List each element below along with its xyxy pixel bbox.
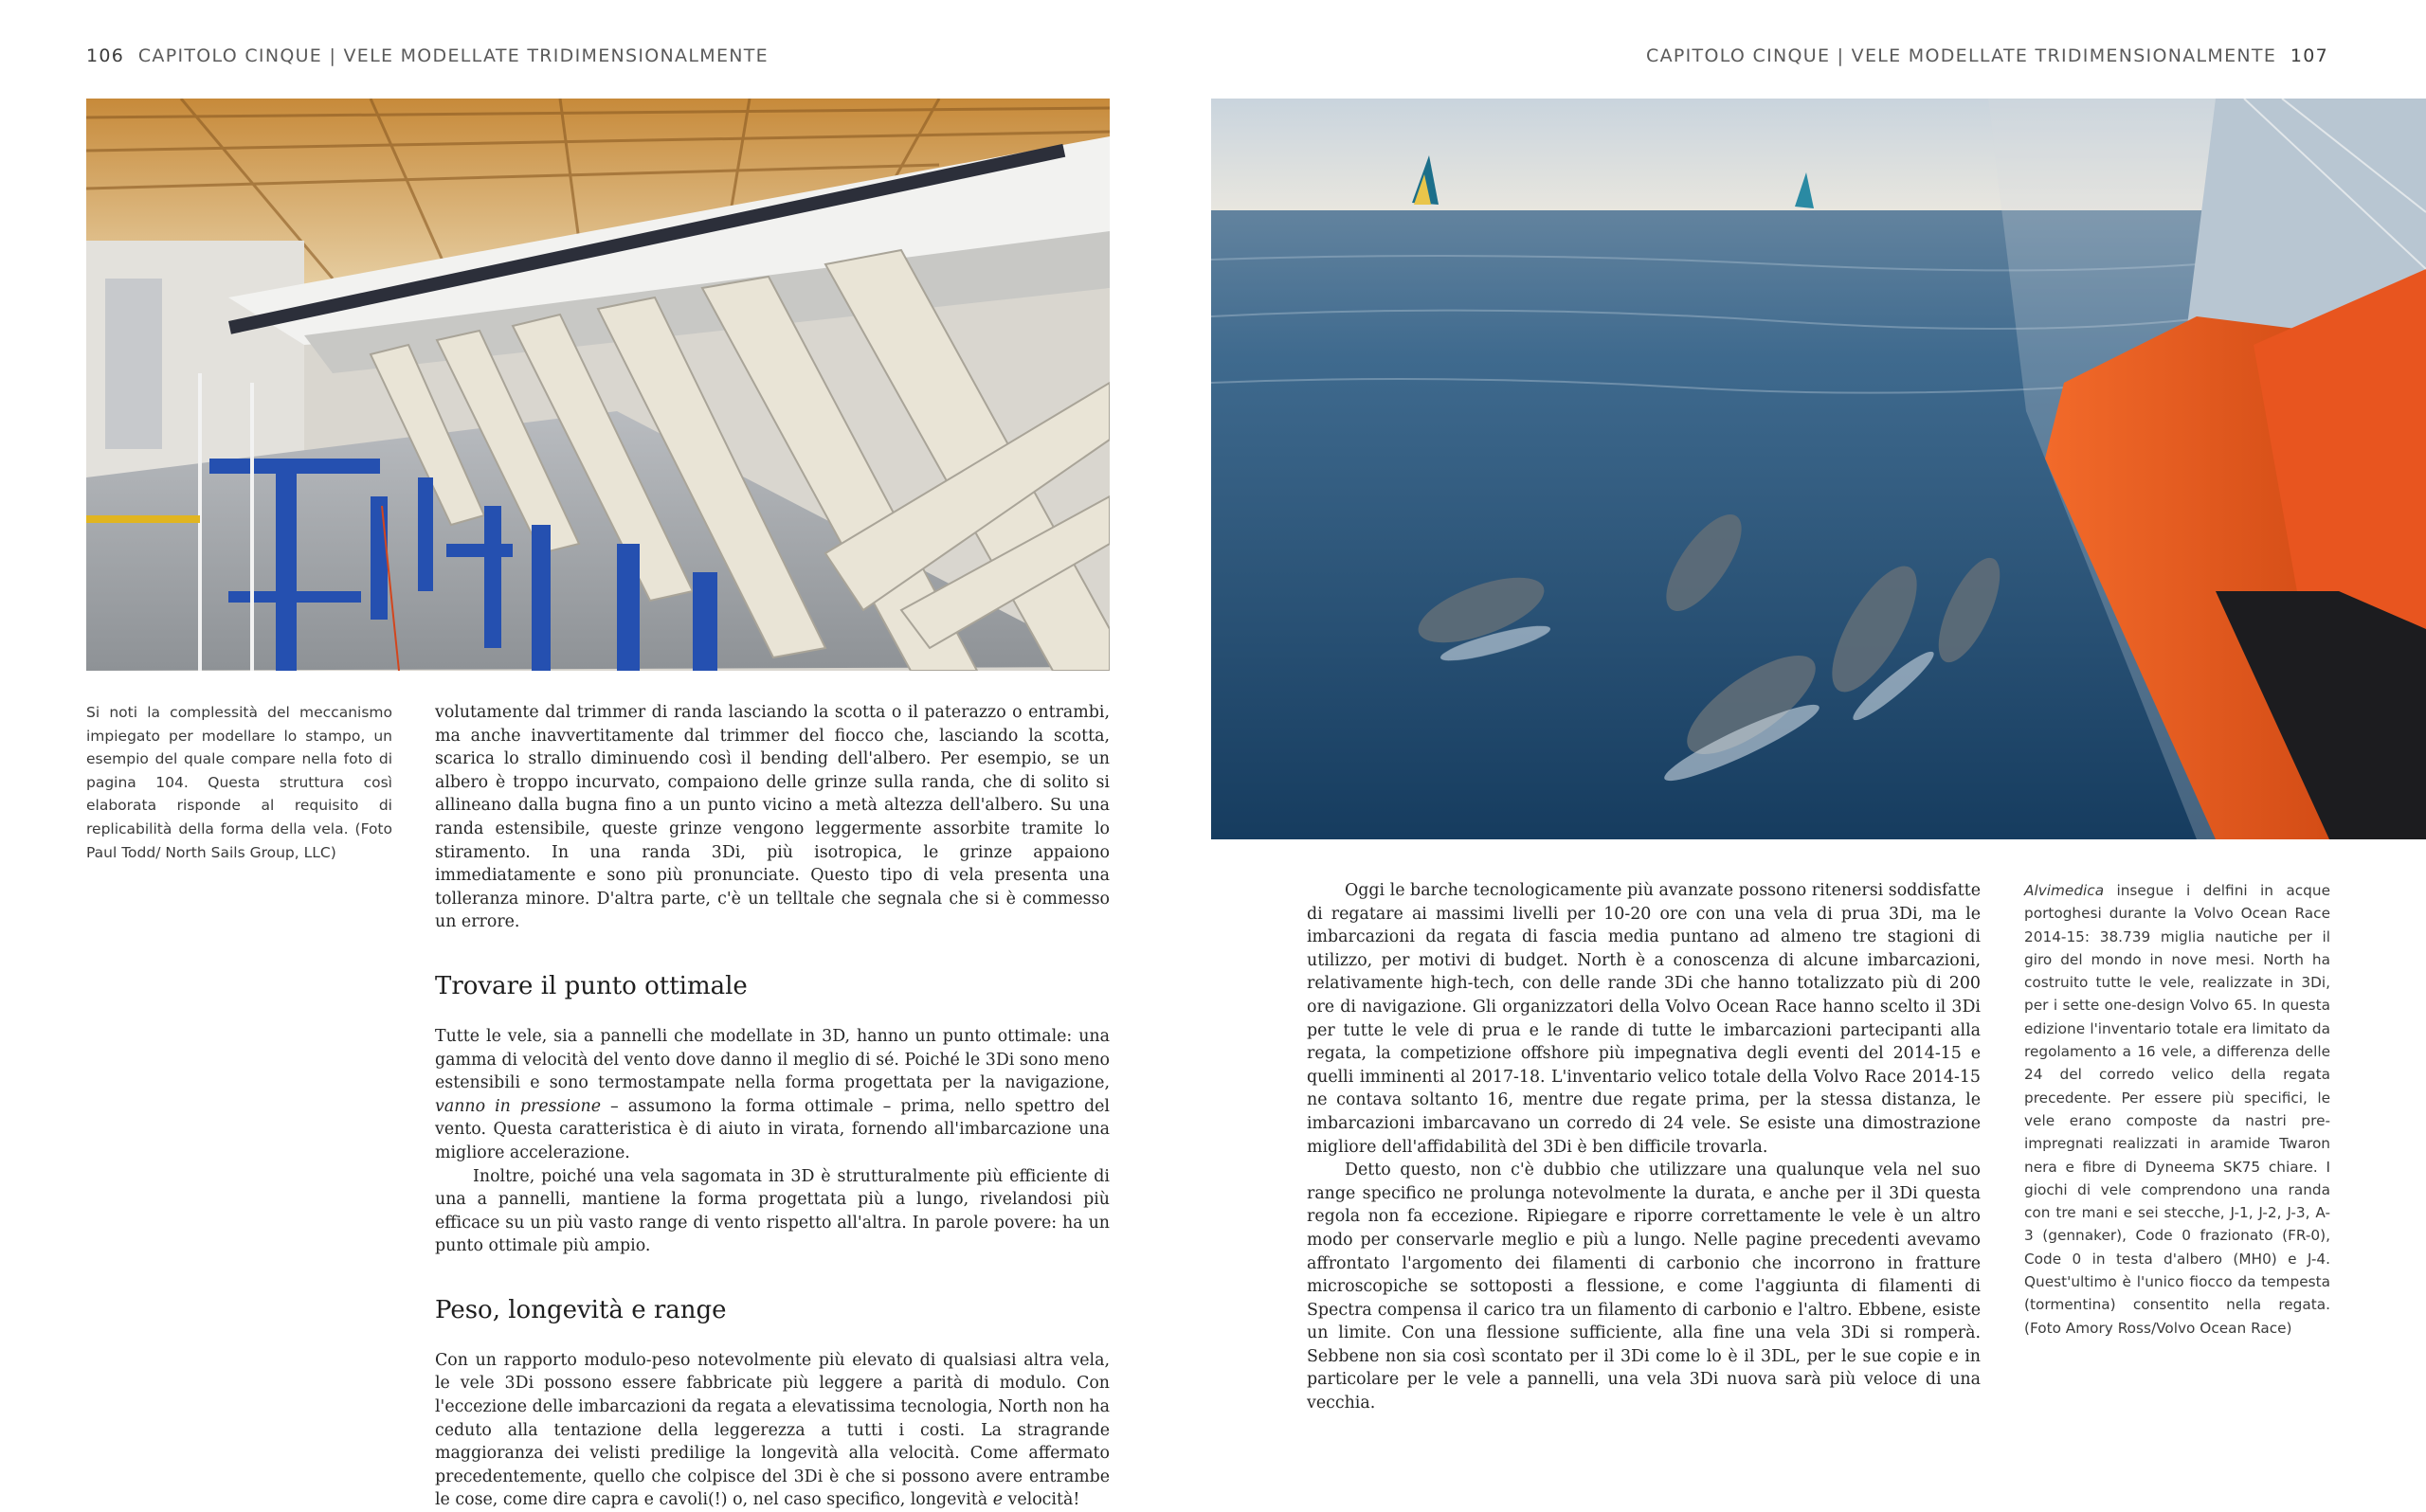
section1-paragraph-1: Tutte le vele, sia a pannelli che modellate in 3D, hanno un punto ottimale: una gamma di velocità del vento dove danno il meglio di sé. Poiché le 3Di sono meno estensibili e sono termostampate nella forma progettata per la navigazione, vanno in pressione – assumono la forma ottimale – prima, nello spettro del vento. Questa caratteristica è di aiuto in virata, fornendo all'imbarcazione una migliore accelerazione.: [435, 1026, 1110, 1162]
section-heading-trovare: Trovare il punto ottimale: [435, 971, 748, 1000]
right-photo-caption: Alvimedica insegue i delfini in acque portoghesi durante la Volvo Ocean Race 2014-15: 38.739 miglia nautiche per il giro del mondo in nove mesi. North ha costruito tutte le vele, realizzate in 3Di, per i sette one-design Volvo 65. In questa edizione l'inventario totale era limitato da regolamento a 16 vele, a differenza delle 24 del corredo velico della regata precedente. Per essere più specifici, le vele erano composte da nastri pre-impregnati realizzati in aramide Twaron nera e fibre di Dyneema SK75 chiare. I giochi di vele comprendono una randa con tre mani e sei stecche, J-1, J-2, J-3, A-3 (gennaker), Code 0 frazionato (FR-0), Code 0 in testa d'albero (MH0) e J-4. Quest'ultimo è l'unico fiocco da tempesta (tormentina) consentito nella regata. (Foto Amory Ross/Volvo Ocean Race): [2024, 882, 2330, 1337]
left-body-column: [435, 701, 1110, 1512]
dolphins-sea-photo: [1211, 99, 2426, 839]
left-page-number: 106: [86, 45, 125, 66]
right-running-head: [1646, 45, 2328, 66]
right-paragraph-1: Oggi le barche tecnologicamente più avanzate possono ritenersi soddisfatte di regatare ai massimi livelli per 10-20 ore con una vela di prua 3Di, ma le imbarcazioni da regata di fascia media puntano ad almeno tre stagioni di utilizzo, per motivi di budget. North è a conoscenza di alcune imbarcazioni, relativamente high-tech, con delle rande 3Di che hanno totalizzato più di 200 ore di navigazione. Gli organizzatori della Volvo Ocean Race hanno scelto il 3Di per tutte le vele di prua e le rande di tutte le imbarcazioni partecipanti alla regata, la competizione offshore più impegnativa degli eventi del 2014-15 e quelli imminenti al 2017-18. L'inventario velico totale della Volvo Race 2014-15 ne contava soltanto 16, mentre due regate prima, per la stessa distanza, le imbarcazioni imbarcavano un corredo di 24 vele. Se esiste una dimostrazione migliore dell'affidabilità del 3Di è ben difficile trovarla.: [1307, 881, 1981, 1157]
section1-paragraph-2: Inoltre, poiché una vela sagomata in 3D è strutturalmente più efficiente di una a pannelli, mantiene la forma progettata più a lungo, rivelandosi più efficace su un più vasto range di vento rispetto all'altra. In parole povere: ha un punto ottimale più ampio.: [435, 1166, 1110, 1256]
right-page-number: 107: [2290, 45, 2328, 66]
left-chapter-title: CAPITOLO CINQUE | VELE MODELLATE TRIDIMENSIONALMENTE: [137, 45, 769, 66]
section-heading-peso: Peso, longevità e range: [435, 1295, 727, 1324]
section2-paragraph-1: Con un rapporto modulo-peso notevolmente più elevato di qualsiasi altra vela, le vele 3Di possono essere fabbricate più leggere a parità di modulo. Con l'eccezione delle imbarcazioni da regata a elevatissima tecnologia, North non ha ceduto alla tentazione della leggerezza a tutti i costi. La stragrande maggioranza dei velisti predilige la longevità alla velocità. Come affermato precedentemente, quello che colpisce del 3Di è che si possono avere entrambe le cose, come dire capra e cavoli(!) o, nel caso specifico, longevità e velocità!: [435, 1350, 1110, 1510]
right-body-column: [1307, 879, 1981, 1415]
right-chapter-title: CAPITOLO CINQUE | VELE MODELLATE TRIDIMENSIONALMENTE: [1646, 45, 2277, 66]
right-paragraph-2: Detto questo, non c'è dubbio che utilizzare una qualunque vela nel suo range specifico ne prolunga notevolmente la durata, e anche per il 3Di questa regola non fa eccezione. Ripiegare e riporre correttamente le vele è un altro modo per conservarle meglio e più a lungo. Nelle pagine precedenti avevamo affrontato l'argomento dei filamenti di carbonio che incorrono in fratture microscopiche se sottoposti a flessione, e come l'aggiunta di filamenti di Spectra compensa il carico tra un filamento di carbonio e l'altro. Ebbene, esiste un limite. Con una flessione sufficiente, alla fine una vela 3Di si romperà. Sebbene non sia così scontato per il 3Di come lo è il 3DL, per le sue copie e in particolare per le vele a pannelli, una vela 3Di nuova sarà più veloce di una vecchia.: [1307, 1161, 1981, 1413]
continued-paragraph: volutamente dal trimmer di randa lasciando la scotta o il paterazzo o entrambi, ma anche inavvertitamente dal trimmer del fiocco che, lasciando la scotta, scarica lo strallo diminuendo così il bending dell'albero. Per esempio, se un albero è troppo incurvato, compaiono delle grinze sulla randa, che di solito si allineano dalla bugna fino a un punto vicino a metà altezza dell'albero. Su una randa estensibile, queste grinze vengono leggermente assorbite tramite lo stiramento. In una randa 3Di, più isotropica, le grinze appaiono immediatamente e sono più pronunciate. Questo tipo di vela presenta una tolleranza minore. D'altra parte, c'è un telltale che segnala che si è commesso un errore.: [435, 703, 1110, 932]
left-photo-caption: Si noti la complessità del meccanismo impiegato per modellare lo stampo, un esempio del quale compare nella foto di pagina 104. Questa struttura così elaborata risponde al requisito di replicabilità della forma della vela. (Foto Paul Todd/ North Sails Group, LLC): [86, 704, 392, 861]
left-running-head: [86, 45, 769, 66]
sail-molding-machine-photo: [86, 99, 1110, 671]
